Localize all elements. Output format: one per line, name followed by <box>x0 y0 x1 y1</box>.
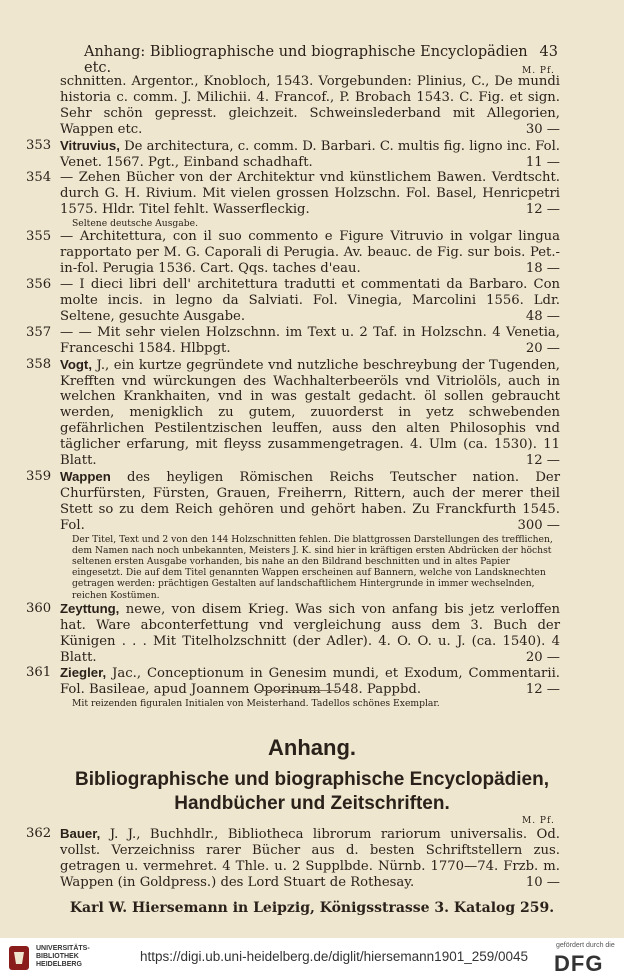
entry-price: 11 — <box>522 155 560 171</box>
publisher-footer: Karl W. Hiersemann in Leipzig, Königsstrasse 3. Katalog 259. <box>69 900 555 916</box>
entry-text <box>60 229 560 277</box>
entry-price: 12 — <box>522 682 560 698</box>
institution-name <box>36 945 90 969</box>
entry-description: — Architettura, con il suo commento e Figure Vitruvio in volgar lingua rapportato per M. G. Caporali di Perugia. Av. beauc. de Fig. sur bois. Pet.-in-fol. Perugia 1536. Cart. Qqs. taches d'eau. <box>60 229 560 277</box>
entry-description: schnitten. Argentor., Knobloch, 1543. Vorgebunden: Plinius, C., De mundi historia c. comm. J. Milichii. 4. Francof., P. Brobach 1543. C. Fig. et sign. Sehr schön gepresst. gleichzeit. Schweinslederband mit Allegorien, Wappen etc. <box>60 74 560 137</box>
catalog-entry <box>26 170 560 230</box>
entry-description: — — Mit sehr vielen Holzschnn. im Text u. 2 Taf. in Holzschn. 4 Venetia, Franceschi 1584. Hlbpgt. <box>60 324 560 356</box>
university-seal-icon <box>6 944 32 977</box>
entry-text <box>60 469 560 534</box>
entry-number: 361 <box>26 665 52 681</box>
institution-line-3: HEIDELBERG <box>36 961 82 968</box>
entry-note: Mit reizenden figuralen Initialen von Meisterhand. Tadellos schönes Exemplar. <box>72 698 440 710</box>
entry-price: 20 — <box>522 650 560 666</box>
page-number: 43 <box>539 44 558 60</box>
entry-number: 362 <box>26 826 52 841</box>
entry-number: 355 <box>26 229 52 245</box>
entry-text <box>60 170 560 218</box>
entry-description: J. J., Buchhdlr., Bibliotheca librorum rariorum universalis. Od. vollst. Verzeichniss rarer Bücher aus d. besten Schriftstellern zus. getragen u. vermehret. 4 Thle. u. 2 Supplbde. Nürnb. 1770—74. Frzb. m. Wappen (in Goldpress.) des Lord Stuart de Rothesay. <box>60 827 560 890</box>
entry-description: newe, von disem Krieg. Was sich von anfang bis jetz verloffen hat. Ware abconterfettung vnd vergleichung auss dem 3. Buch der Künigen . . . Mit Titelholzschnitt (der Adler). 4. O. O. u. J. (ca. 1540). 4 Blatt. <box>60 601 560 665</box>
entry-number: 360 <box>26 600 52 616</box>
catalog-entry <box>26 665 560 710</box>
entry-text <box>60 826 560 891</box>
entry-text <box>60 325 560 357</box>
entry-price: 300 — <box>513 518 560 534</box>
section-subtitle-1: Bibliographische und biographische Encyclopädien, <box>74 769 550 790</box>
entry-number: 358 <box>26 356 52 372</box>
entry-number: 356 <box>26 277 52 293</box>
entry-text <box>60 601 560 666</box>
entry-text <box>60 357 560 469</box>
catalog-entry <box>52 74 560 138</box>
section-subtitle-2: Handbücher und Zeitschriften. <box>174 793 450 814</box>
entry-price: 48 — <box>522 309 560 325</box>
funded-by-label: gefördert durch die <box>556 942 615 949</box>
catalog-entry <box>26 229 560 277</box>
institution-line-1: UNIVERSITÄTS- <box>36 945 90 952</box>
entry-number: 359 <box>26 468 52 484</box>
dfg-logo: DFG <box>554 951 604 976</box>
catalog-entry <box>26 324 560 357</box>
entry-text <box>60 277 560 325</box>
catalog-entry <box>26 137 560 171</box>
entry-note: Seltene deutsche Ausgabe. <box>72 218 199 230</box>
entry-note: Der Titel, Text und 2 von den 144 Holzschnitten fehlen. Die blattgrossen Darstellungen des trefflichen, dem Namen nach noch unbekannten, Meisters J. K. sind hier in kräftigen ersten Abdrücken der höchst seltenen ersten Ausgabe vorhanden, bis nahe an den Bildrand beschnitten und in altes Papier eingesetzt. Die auf dem Titel genannten Wappen erscheinen auf Bannern, welche von Landsknechten getragen werden: prächtigen Gestalten auf landschaftlichem Hintergrunde in immer wechselnden, reichen Kostümen. <box>72 533 553 601</box>
entry-number: 354 <box>26 170 52 186</box>
entry-author: Zeyttung, <box>60 600 120 616</box>
section-heading <box>0 734 624 816</box>
entry-text <box>60 665 560 698</box>
entry-number: 353 <box>26 137 52 153</box>
catalog-entry <box>26 356 560 469</box>
catalog-entry <box>26 468 560 601</box>
entry-price: 12 — <box>522 453 560 469</box>
entry-description: des heyligen Römischen Reichs Teutscher nation. Der Churfürsten, Fürsten, Grauen, Freiherrn, Rittern, auch der merer theil Stett so zu dem Reich gehören und gehört haben. Zu Franckfurth 1545. Fol. <box>60 469 560 533</box>
catalog-entry <box>26 600 560 666</box>
entry-list-appendix <box>26 826 560 891</box>
entry-price: 10 — <box>522 875 560 891</box>
entry-description: — I dieci libri dell' architettura tradutti et commentati da Barbaro. Con molte incis. in legno da Salviati. Fol. Vinegia, Marcolini 1556. Ldr. Seltene, gesuchte Ausgabe. <box>60 277 560 324</box>
section-divider <box>258 690 338 691</box>
entry-author: Ziegler, <box>60 665 107 681</box>
column-label-mark-pfennig: M. Pf. <box>522 66 555 76</box>
catalog-entry <box>26 826 560 891</box>
entry-description: Jac., Conceptionum in Genesim mundi, et Exodum, Commentarii. Fol. Basileae, apud Joannem Oporinum 1548. Pappbd. <box>60 666 560 698</box>
catalog-entry <box>26 277 560 325</box>
entry-author: Bauer, <box>60 826 101 841</box>
entry-price: 20 — <box>522 341 560 357</box>
entry-list <box>26 74 560 710</box>
section-title: Anhang. <box>268 735 356 760</box>
institution-line-2: BIBLIOTHEK <box>36 953 79 960</box>
entry-description: — Zehen Bücher von der Architektur vnd künstlichem Bawen. Verdtscht. durch G. H. Rivium. Mit vielen grossen Holzschn. Fol. Basel, Henricpetri 1575. Hldr. Titel fehlt. Wasserfleckig. <box>60 170 560 218</box>
running-header <box>84 44 558 76</box>
column-label-mark-pfennig-2: M. Pf. <box>522 816 555 826</box>
entry-price: 12 — <box>522 202 560 218</box>
header-title: Anhang: Bibliographische und biographische Encyclopädien etc. <box>84 44 528 76</box>
document-url-link[interactable]: https://digi.ub.uni-heidelberg.de/diglit/hiersemann1901_259/0045 <box>140 949 529 964</box>
entry-description: J., ein kurtze gegründete vnd nutzliche beschreybung der Tugenden, Krefften vnd würckungen des Wachhalterbeeröls vnd Vitriolöls, auch in welchen Krankhaiten, vnd in was gestalt gedacht. öl sollen gebraucht werden, menigklich zu gutem, zuuorderst in yetz schwebenden gefährlichen Pestilentzischen leuffen, auss den alten Philosophis vnd täglicher erfarung, mit fleyss zusammengetragen. 4. Ulm (ca. 1530). 11 Blatt. <box>60 357 560 469</box>
entry-price: 18 — <box>522 261 560 277</box>
entry-author: Vitruvius, <box>60 137 120 153</box>
entry-price: 30 — <box>522 122 560 138</box>
entry-text <box>60 74 560 138</box>
entry-author: Vogt, <box>60 356 92 372</box>
entry-text <box>60 138 560 171</box>
entry-number: 357 <box>26 324 52 340</box>
entry-author: Wappen <box>60 468 111 484</box>
entry-description: De architectura, c. comm. D. Barbari. C. multis fig. ligno inc. Fol. Venet. 1567. Pgt., Einband schadhaft. <box>60 138 560 170</box>
viewer-bar <box>0 938 624 978</box>
